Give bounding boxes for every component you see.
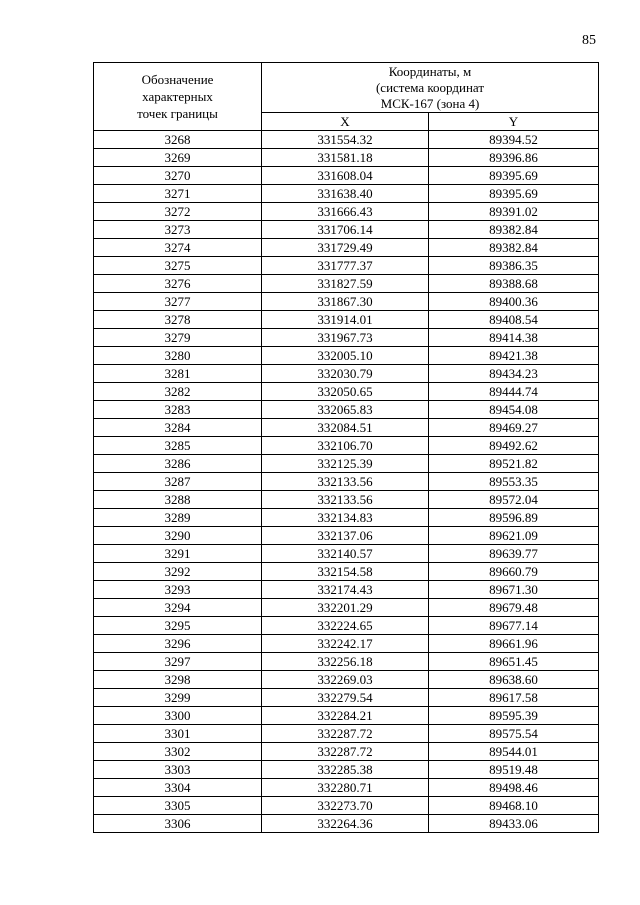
y-cell: 89544.01 bbox=[429, 743, 599, 761]
table-row bbox=[94, 653, 599, 671]
point-cell: 3292 bbox=[94, 563, 262, 581]
x-cell: 332287.72 bbox=[262, 725, 429, 743]
x-cell: 332269.03 bbox=[262, 671, 429, 689]
y-cell: 89553.35 bbox=[429, 473, 599, 491]
point-cell: 3304 bbox=[94, 779, 262, 797]
y-cell: 89639.77 bbox=[429, 545, 599, 563]
point-cell: 3279 bbox=[94, 329, 262, 347]
y-cell: 89671.30 bbox=[429, 581, 599, 599]
table-row bbox=[94, 149, 599, 167]
x-cell: 331706.14 bbox=[262, 221, 429, 239]
y-cell: 89575.54 bbox=[429, 725, 599, 743]
table-row bbox=[94, 545, 599, 563]
point-header-line: характерных bbox=[142, 89, 213, 104]
x-cell: 332137.06 bbox=[262, 527, 429, 545]
table-row bbox=[94, 509, 599, 527]
table-row bbox=[94, 527, 599, 545]
x-column-header: X bbox=[262, 113, 429, 131]
table-row bbox=[94, 239, 599, 257]
point-cell: 3287 bbox=[94, 473, 262, 491]
x-cell: 331608.04 bbox=[262, 167, 429, 185]
y-cell: 89395.69 bbox=[429, 185, 599, 203]
table-row bbox=[94, 221, 599, 239]
y-cell: 89572.04 bbox=[429, 491, 599, 509]
point-header-line: точек границы bbox=[137, 106, 218, 121]
point-cell: 3276 bbox=[94, 275, 262, 293]
coordinates-header-line: (система координат bbox=[375, 79, 485, 95]
y-cell: 89396.86 bbox=[429, 149, 599, 167]
x-cell: 332134.83 bbox=[262, 509, 429, 527]
table-row bbox=[94, 293, 599, 311]
x-cell: 331867.30 bbox=[262, 293, 429, 311]
x-cell: 332125.39 bbox=[262, 455, 429, 473]
point-header-line: Обозначение bbox=[141, 72, 214, 87]
x-cell: 332154.58 bbox=[262, 563, 429, 581]
x-cell: 332224.65 bbox=[262, 617, 429, 635]
point-cell: 3275 bbox=[94, 257, 262, 275]
y-cell: 89388.68 bbox=[429, 275, 599, 293]
y-cell: 89596.89 bbox=[429, 509, 599, 527]
point-cell: 3291 bbox=[94, 545, 262, 563]
table-row bbox=[94, 563, 599, 581]
point-cell: 3284 bbox=[94, 419, 262, 437]
y-cell: 89382.84 bbox=[429, 221, 599, 239]
x-cell: 332280.71 bbox=[262, 779, 429, 797]
y-cell: 89660.79 bbox=[429, 563, 599, 581]
y-cell: 89400.36 bbox=[429, 293, 599, 311]
y-cell: 89661.96 bbox=[429, 635, 599, 653]
point-column-header bbox=[94, 63, 262, 131]
point-cell: 3303 bbox=[94, 761, 262, 779]
point-cell: 3294 bbox=[94, 599, 262, 617]
point-cell: 3274 bbox=[94, 239, 262, 257]
table-row bbox=[94, 257, 599, 275]
y-cell: 89519.48 bbox=[429, 761, 599, 779]
point-cell: 3269 bbox=[94, 149, 262, 167]
table-row bbox=[94, 599, 599, 617]
x-cell: 331666.43 bbox=[262, 203, 429, 221]
page-number: 85 bbox=[582, 33, 596, 48]
coordinates-header bbox=[262, 63, 599, 113]
point-cell: 3285 bbox=[94, 437, 262, 455]
table-row bbox=[94, 761, 599, 779]
table-row bbox=[94, 635, 599, 653]
table-row bbox=[94, 329, 599, 347]
point-cell: 3272 bbox=[94, 203, 262, 221]
x-cell: 331638.40 bbox=[262, 185, 429, 203]
x-cell: 331967.73 bbox=[262, 329, 429, 347]
table-row bbox=[94, 779, 599, 797]
point-cell: 3282 bbox=[94, 383, 262, 401]
coordinates-header-line: МСК-167 (зона 4) bbox=[380, 95, 480, 111]
x-cell: 332050.65 bbox=[262, 383, 429, 401]
point-cell: 3273 bbox=[94, 221, 262, 239]
x-cell: 332133.56 bbox=[262, 491, 429, 509]
table-body bbox=[94, 131, 599, 833]
y-cell: 89444.74 bbox=[429, 383, 599, 401]
x-cell: 332005.10 bbox=[262, 347, 429, 365]
y-cell: 89521.82 bbox=[429, 455, 599, 473]
table-row bbox=[94, 419, 599, 437]
y-cell: 89492.62 bbox=[429, 437, 599, 455]
point-cell: 3298 bbox=[94, 671, 262, 689]
point-cell: 3290 bbox=[94, 527, 262, 545]
table-row bbox=[94, 617, 599, 635]
table-row bbox=[94, 275, 599, 293]
y-cell: 89394.52 bbox=[429, 131, 599, 149]
y-cell: 89595.39 bbox=[429, 707, 599, 725]
coordinates-header-line: Координаты, м bbox=[388, 63, 472, 79]
point-cell: 3305 bbox=[94, 797, 262, 815]
y-column-header: Y bbox=[429, 113, 599, 131]
point-cell: 3268 bbox=[94, 131, 262, 149]
point-cell: 3286 bbox=[94, 455, 262, 473]
point-cell: 3296 bbox=[94, 635, 262, 653]
point-cell: 3289 bbox=[94, 509, 262, 527]
table-row bbox=[94, 797, 599, 815]
y-cell: 89414.38 bbox=[429, 329, 599, 347]
table-row bbox=[94, 167, 599, 185]
table-row bbox=[94, 203, 599, 221]
table-row bbox=[94, 383, 599, 401]
point-cell: 3281 bbox=[94, 365, 262, 383]
y-cell: 89651.45 bbox=[429, 653, 599, 671]
table-row bbox=[94, 365, 599, 383]
x-cell: 331729.49 bbox=[262, 239, 429, 257]
y-cell: 89468.10 bbox=[429, 797, 599, 815]
point-cell: 3293 bbox=[94, 581, 262, 599]
point-cell: 3271 bbox=[94, 185, 262, 203]
coordinates-table bbox=[93, 62, 599, 833]
point-cell: 3288 bbox=[94, 491, 262, 509]
x-cell: 332174.43 bbox=[262, 581, 429, 599]
point-cell: 3277 bbox=[94, 293, 262, 311]
x-cell: 332285.38 bbox=[262, 761, 429, 779]
point-cell: 3278 bbox=[94, 311, 262, 329]
x-cell: 331581.18 bbox=[262, 149, 429, 167]
y-cell: 89434.23 bbox=[429, 365, 599, 383]
point-cell: 3280 bbox=[94, 347, 262, 365]
y-cell: 89677.14 bbox=[429, 617, 599, 635]
x-cell: 332284.21 bbox=[262, 707, 429, 725]
point-cell: 3299 bbox=[94, 689, 262, 707]
point-cell: 3270 bbox=[94, 167, 262, 185]
y-cell: 89408.54 bbox=[429, 311, 599, 329]
x-cell: 332106.70 bbox=[262, 437, 429, 455]
table-row bbox=[94, 743, 599, 761]
x-cell: 332287.72 bbox=[262, 743, 429, 761]
table-header bbox=[94, 63, 599, 131]
table-row bbox=[94, 131, 599, 149]
x-cell: 331914.01 bbox=[262, 311, 429, 329]
x-cell: 332264.36 bbox=[262, 815, 429, 833]
point-cell: 3300 bbox=[94, 707, 262, 725]
x-cell: 332065.83 bbox=[262, 401, 429, 419]
y-cell: 89469.27 bbox=[429, 419, 599, 437]
table-row bbox=[94, 311, 599, 329]
table-row bbox=[94, 707, 599, 725]
table-row bbox=[94, 491, 599, 509]
x-cell: 332201.29 bbox=[262, 599, 429, 617]
table-row bbox=[94, 671, 599, 689]
x-cell: 332133.56 bbox=[262, 473, 429, 491]
table-row bbox=[94, 815, 599, 833]
x-cell: 332084.51 bbox=[262, 419, 429, 437]
x-cell: 332256.18 bbox=[262, 653, 429, 671]
table-row bbox=[94, 401, 599, 419]
x-cell: 332140.57 bbox=[262, 545, 429, 563]
table-row bbox=[94, 185, 599, 203]
y-cell: 89382.84 bbox=[429, 239, 599, 257]
table-row bbox=[94, 473, 599, 491]
table-row bbox=[94, 689, 599, 707]
y-cell: 89679.48 bbox=[429, 599, 599, 617]
table-row bbox=[94, 437, 599, 455]
y-cell: 89638.60 bbox=[429, 671, 599, 689]
point-cell: 3297 bbox=[94, 653, 262, 671]
y-cell: 89617.58 bbox=[429, 689, 599, 707]
y-cell: 89421.38 bbox=[429, 347, 599, 365]
y-cell: 89395.69 bbox=[429, 167, 599, 185]
y-cell: 89621.09 bbox=[429, 527, 599, 545]
point-cell: 3301 bbox=[94, 725, 262, 743]
x-cell: 331777.37 bbox=[262, 257, 429, 275]
y-cell: 89498.46 bbox=[429, 779, 599, 797]
point-cell: 3302 bbox=[94, 743, 262, 761]
x-cell: 332242.17 bbox=[262, 635, 429, 653]
table-row bbox=[94, 581, 599, 599]
y-cell: 89386.35 bbox=[429, 257, 599, 275]
x-cell: 332030.79 bbox=[262, 365, 429, 383]
point-cell: 3306 bbox=[94, 815, 262, 833]
x-cell: 331827.59 bbox=[262, 275, 429, 293]
y-cell: 89391.02 bbox=[429, 203, 599, 221]
table-row bbox=[94, 725, 599, 743]
point-cell: 3283 bbox=[94, 401, 262, 419]
x-cell: 332279.54 bbox=[262, 689, 429, 707]
x-cell: 332273.70 bbox=[262, 797, 429, 815]
table-row bbox=[94, 347, 599, 365]
point-cell: 3295 bbox=[94, 617, 262, 635]
y-cell: 89454.08 bbox=[429, 401, 599, 419]
table-row bbox=[94, 455, 599, 473]
y-cell: 89433.06 bbox=[429, 815, 599, 833]
x-cell: 331554.32 bbox=[262, 131, 429, 149]
